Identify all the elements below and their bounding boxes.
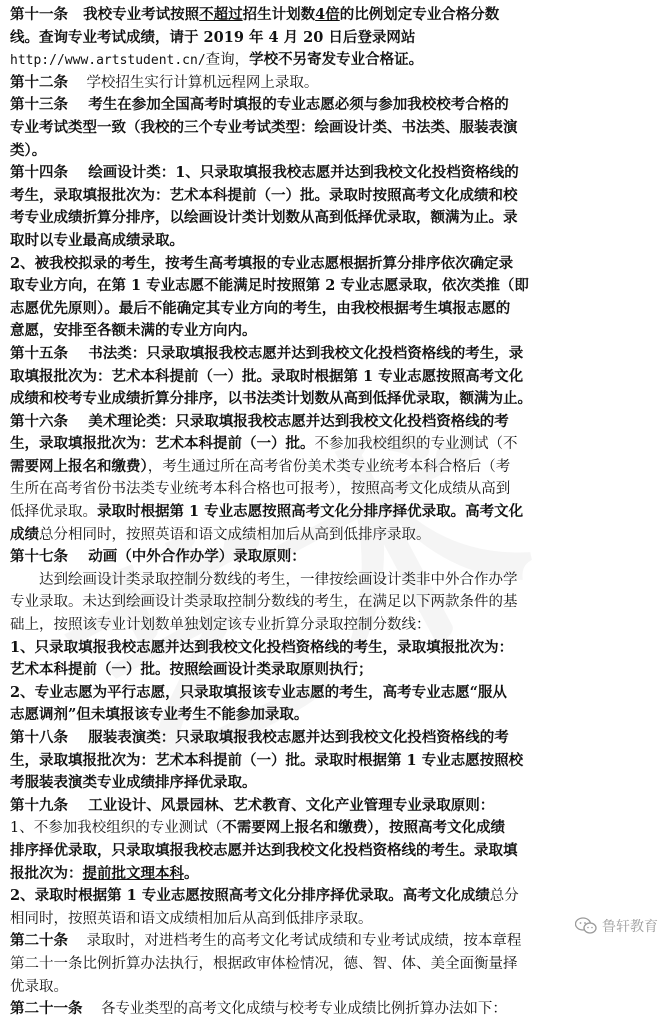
brand-watermark <box>571 914 662 938</box>
article-19-line-3: 排序择优录取，只录取填报我校志愿并达到我校文化投档资格线的考生。录取填 <box>10 841 518 859</box>
article-13-line-3: 类）。 <box>10 141 47 159</box>
article-17-line-1: 第十七条 动画（中外合作办学）录取原则： <box>10 548 306 566</box>
article-17-line-8: 志愿调剂”但未填报该专业考生不能参加录取。 <box>10 706 309 724</box>
article-15-line-2: 取填报批次为：艺术本科提前（一）批。录取时根据第 1 专业志愿按照高考文化 <box>10 367 524 385</box>
article-14-line-4: 取时以专业最高成绩录取。 <box>10 231 184 249</box>
article-17-line-2: 达到绘画设计类录取控制分数线的考生，一律按绘画设计类非中外合作办学 <box>39 571 518 588</box>
article-17-line-4: 础上，按照该专业计划数单独划定该专业折算分录取控制分数线： <box>10 617 431 634</box>
article-17-line-5: 1、只录取填报我校志愿并达到我校文化投档资格线的考生，录取填报批次为： <box>10 638 514 656</box>
article-11-line-1: 第十一条 我校专业考试按照不超过招生计划数4倍的比例划定专业合格分数 <box>10 6 500 23</box>
article-12-line-1: 第十二条 学校招生实行计算机远程网上录取。 <box>10 73 319 91</box>
article-16-line-2: 生，录取填报批次为：艺术本科提前（一）批。不参加我校组织的专业测试（不 <box>10 435 518 453</box>
article-14-line-3: 考专业成绩折算分排序，以绘画设计类计划数从高到低择优录取，额满为止。录 <box>10 209 518 227</box>
article-19-line-1: 第十九条 工业设计、风景园林、艺术教育、文化产业管理专业录取原则： <box>10 796 495 814</box>
article-11-line-2: 线。查询专业考试成绩，请于 2019 年 4 月 20 日后登录网站 <box>10 28 416 46</box>
article-16-line-6: 成绩总分相同时，按照英语和语文成绩相加后从高到低排序录取。 <box>10 525 431 543</box>
article-16-line-4: 生所在高考省份书法类专业统考本科合格也可报考），按照高考文化成绩从高到 <box>10 481 511 498</box>
wechat-icon <box>575 917 597 935</box>
article-14-line-8: 意愿，安排至各额未满的专业方向内。 <box>10 322 257 340</box>
article-17-line-6: 艺术本科提前（一）批。按照绘画设计类录取原则执行； <box>10 661 373 679</box>
article-19-line-5: 2、录取时根据第 1 专业志愿按照高考文化分排序择优录取。高考文化成绩总分 <box>10 887 519 905</box>
article-20-line-1: 第二十条 录取时，对进档考生的高考文化考试成绩和专业考试成绩，按本章程 <box>10 932 522 950</box>
article-14-line-1: 第十四条 绘画设计类：1、只录取填报我校志愿并达到我校文化投档资格线的 <box>10 164 519 182</box>
website-link[interactable]: http://www.artstudent.cn/ <box>10 53 206 69</box>
brand-name: 鲁轩教育 <box>602 919 658 935</box>
article-11-line-3: http://www.artstudent.cn/查询，学校不另寄发专业合格证。 <box>10 51 424 69</box>
article-19-line-6: 相同时，按照英语和语文成绩相加后从高到低排序录取。 <box>10 910 373 927</box>
article-18-line-2: 生，录取填报批次为：艺术本科提前（一）批。录取时根据第 1 专业志愿按照校 <box>10 751 524 769</box>
article-15-line-1: 第十五条 书法类：只录取填报我校志愿并达到我校文化投档资格线的考生，录 <box>10 344 524 362</box>
article-18-line-3: 考服装表演类专业成绩排序择优录取。 <box>10 774 257 792</box>
article-15-line-3: 成绩和校考专业成绩折算分排序，以书法类计划数从高到低择优录取，额满为止。 <box>10 390 532 408</box>
article-16-line-5: 低择优录取。录取时根据第 1 专业志愿按照高考文化分排序择优录取。高考文化 <box>10 503 524 521</box>
article-21-line-1: 第二十一条 各专业类型的高考文化成绩与校考专业成绩比例折算办法如下： <box>10 1000 507 1018</box>
article-16-line-3: 需要网上报名和缴费），考生通过所在高考省份美术类专业统考本科合格后（考 <box>10 457 511 475</box>
article-16-line-1: 第十六条 美术理论类：只录取填报我校志愿并达到我校文化投档资格线的考 <box>10 412 509 430</box>
article-13-line-2: 专业考试类型一致（我校的三个专业考试类型：绘画设计类、书法类、服装表演 <box>10 118 518 136</box>
article-20-line-3: 优录取。 <box>10 978 68 995</box>
article-20-line-2: 第二十一条比例折算办法执行，根据政审体检情况，德、智、体、美全面衡量择 <box>10 955 518 972</box>
article-14-line-6: 取专业方向，在第 1 专业志愿不能满足时按照第 2 专业志愿录取，依次类推（即 <box>10 277 529 295</box>
article-19-line-2: 1、不参加我校组织的专业测试（不需要网上报名和缴费），按照高考文化成绩 <box>10 819 505 837</box>
article-19-line-4: 报批次为：提前批文理本科。 <box>10 864 199 882</box>
article-18-line-1: 第十八条 服装表演类：只录取填报我校志愿并达到我校文化投档资格线的考 <box>10 729 509 746</box>
article-14-line-5: 2、被我校拟录的考生，按考生高考填报的专业志愿根据折算分排序依次确定录 <box>10 254 514 272</box>
article-17-line-3: 专业录取。未达到绘画设计类录取控制分数线的考生，在满足以下两款条件的基 <box>10 594 518 611</box>
article-13-line-1: 第十三条 考生在参加全国高考时填报的专业志愿必须与参加我校校考合格的 <box>10 96 509 114</box>
article-14-line-7: 志愿优先原则）。最后不能确定其专业方向的考生，由我校根据考生填报志愿的 <box>10 299 511 317</box>
article-17-line-7: 2、专业志愿为平行志愿，只录取填报该专业志愿的考生，高考专业志愿“服从 <box>10 683 507 701</box>
article-14-line-2: 考生，录取填报批次为：艺术本科提前（一）批。录取时按照高考文化成绩和校 <box>10 186 518 204</box>
